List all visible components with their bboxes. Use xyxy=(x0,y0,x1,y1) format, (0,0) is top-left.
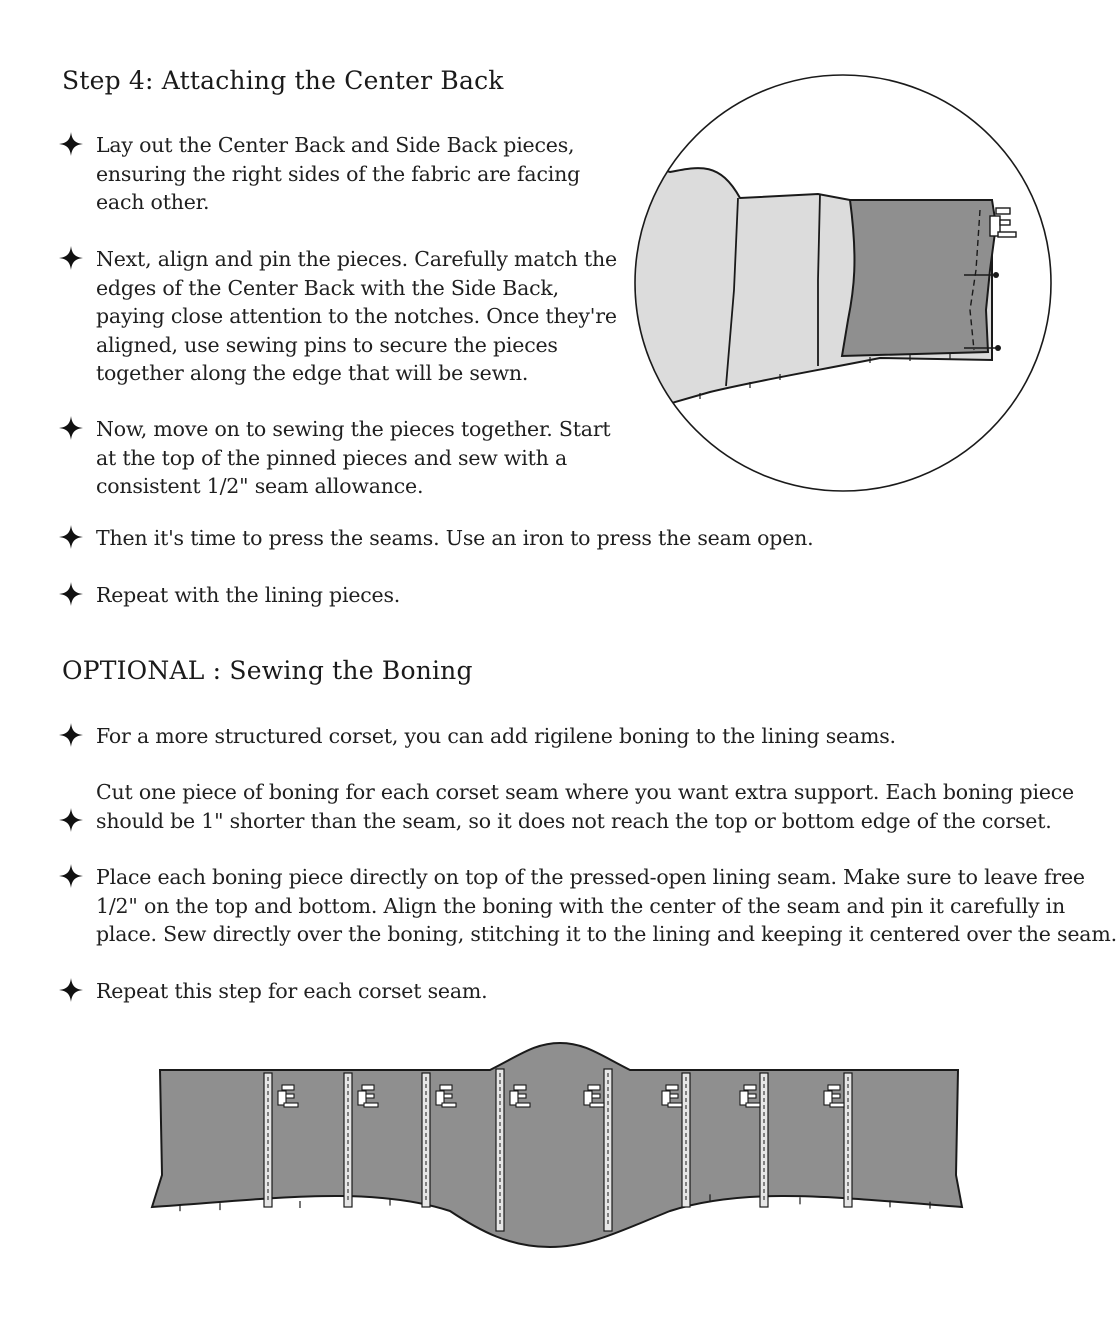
four-point-star-icon xyxy=(58,245,84,271)
list-item xyxy=(58,722,896,751)
bullet-text: Place each boning piece directly on top of the pressed-open lining seam. Make sure to leave free 1/2" on the top and bottom. Align the boning with the center of the seam and pin it carefully in place. Sew directly over the boning, stitching it to the lining and keeping it centered over the seam. xyxy=(96,865,1117,946)
bullet-text: Next, align and pin the pieces. Carefully match the edges of the Center Back with the Side Back, paying close attention to the notches. Once they're aligned, use sewing pins to secure the pieces together along the edge that will be sewn. xyxy=(96,247,617,385)
four-point-star-icon xyxy=(58,722,84,748)
four-point-star-icon xyxy=(58,131,84,157)
step4-heading: Step 4: Attaching the Center Back xyxy=(62,66,504,95)
corset-boning-illustration xyxy=(150,1035,966,1255)
list-item xyxy=(58,778,1074,835)
bullet-text: Cut one piece of boning for each corset seam where you want extra support. Each boning piece should be 1" shorter than the seam, so it does not reach the top or bottom edge of the corset. xyxy=(96,780,1074,833)
bullet-text: Repeat with the lining pieces. xyxy=(96,583,401,607)
optional-heading: OPTIONAL : Sewing the Boning xyxy=(62,656,473,685)
four-point-star-icon xyxy=(58,524,84,550)
list-item xyxy=(58,863,1117,949)
center-back-pinning-illustration xyxy=(630,70,1056,496)
bullet-text: Then it's time to press the seams. Use an iron to press the seam open. xyxy=(96,526,814,550)
four-point-star-icon xyxy=(58,581,84,607)
bullet-text: Now, move on to sewing the pieces together. Start at the top of the pinned pieces and sew with a consistent 1/2" seam allowance. xyxy=(96,417,611,498)
list-item xyxy=(58,415,610,501)
list-item xyxy=(58,131,580,217)
bullet-text: Repeat this step for each corset seam. xyxy=(96,979,488,1003)
list-item xyxy=(58,977,487,1006)
list-item xyxy=(58,524,813,553)
four-point-star-icon xyxy=(58,415,84,441)
bullet-text: Lay out the Center Back and Side Back pieces, ensuring the right sides of the fabric are facing each other. xyxy=(96,133,581,214)
four-point-star-icon xyxy=(58,977,84,1003)
four-point-star-icon xyxy=(58,863,84,889)
four-point-star-icon xyxy=(58,807,84,833)
list-item xyxy=(58,245,617,388)
bullet-text: For a more structured corset, you can add rigilene boning to the lining seams. xyxy=(96,724,896,748)
list-item xyxy=(58,581,400,610)
